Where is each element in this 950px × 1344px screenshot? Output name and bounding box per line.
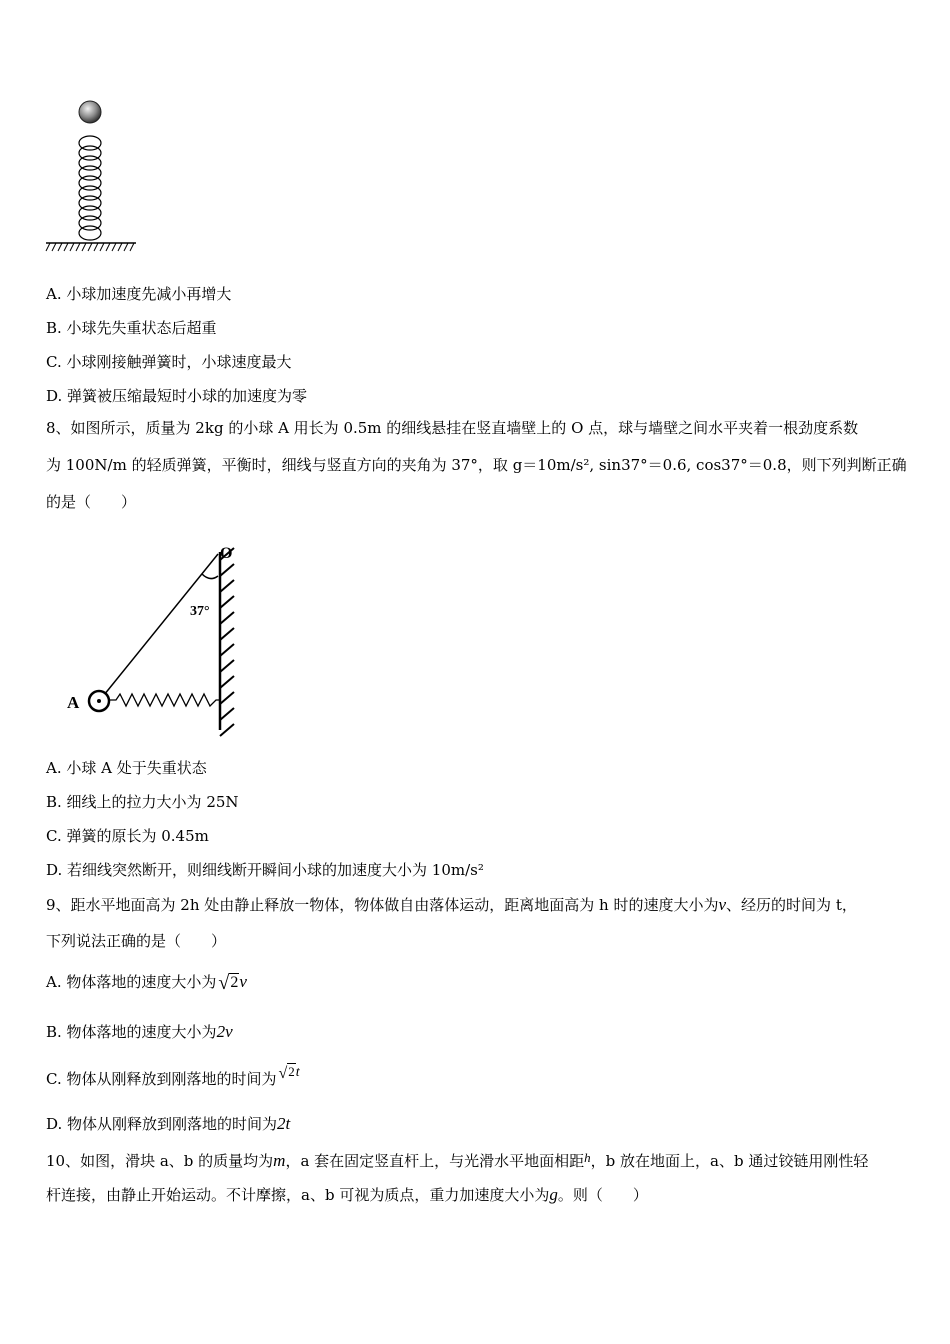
q7-option-c: C. 小球刚接触弹簧时，小球速度最大 xyxy=(46,353,292,371)
q10-stem-line1: 10、如图，滑块 a、b 的质量均为m，a 套在固定竖直杆上，与光滑水平地面相距h，b 放在地面上，a、b 通过铰链用刚性轻 xyxy=(46,1150,869,1170)
spring xyxy=(79,136,101,240)
var-v: v xyxy=(718,895,727,914)
sqrt-expression: √2t xyxy=(278,1064,300,1082)
q7-option-d: D. 弹簧被压缩最短时小球的加速度为零 xyxy=(46,387,308,405)
label-a: A xyxy=(67,693,80,712)
q9-option-b: B. 物体落地的速度大小为2v xyxy=(46,1022,233,1041)
q10-stem-line2: 杆连接，由静止开始运动。不计摩擦，a、b 可视为质点，重力加速度大小为g。则（ ） xyxy=(46,1185,648,1204)
string xyxy=(104,554,218,695)
q9-stem-line2: 下列说法正确的是（ ） xyxy=(46,932,227,950)
var-h: h xyxy=(584,1150,591,1165)
q8-option-b: B. 细线上的拉力大小为 25N xyxy=(46,793,239,811)
q7-option-b: B. 小球先失重状态后超重 xyxy=(46,319,217,337)
angle-arc xyxy=(202,574,218,579)
sqrt-expression: √2v xyxy=(218,972,247,994)
q9-option-a: A. 物体落地的速度大小为 √2v xyxy=(46,972,247,994)
q9-option-d: D. 物体从刚释放到刚落地的时间为2t xyxy=(46,1114,291,1133)
ball-spring-figure xyxy=(40,95,160,255)
wall-ball-figure xyxy=(60,540,260,740)
spring xyxy=(110,694,220,706)
ball xyxy=(79,101,101,123)
var-g: g xyxy=(549,1185,558,1204)
q9-option-c: C. 物体从刚释放到刚落地的时间为 √2t xyxy=(46,1064,300,1088)
q8-stem-line1: 8、如图所示，质量为 2kg 的小球 A 用长为 0.5m 的细线悬挂在竖直墙壁上的 O 点，球与墙壁之间水平夹着一根劲度系数 xyxy=(46,419,859,437)
q8-option-d: D. 若细线突然断开，则细线断开瞬间小球的加速度大小为 10m/s² xyxy=(46,861,484,879)
q8-option-a: A. 小球 A 处于失重状态 xyxy=(46,759,207,777)
label-o: O xyxy=(220,545,233,562)
angle-label: 37° xyxy=(190,604,210,619)
q8-stem-line2: 为 100N/m 的轻质弹簧，平衡时，细线与竖直方向的夹角为 37°，取 g＝10m/s², sin37°＝0.6, cos37°＝0.8，则下列判断正确 xyxy=(46,456,907,474)
q8-option-c: C. 弹簧的原长为 0.45m xyxy=(46,827,209,845)
var-m: m xyxy=(273,1151,286,1170)
q7-option-a: A. 小球加速度先减小再增大 xyxy=(46,285,232,303)
q9-stem-line1: 9、距水平地面高为 2h 处由静止释放一物体，物体做自由落体运动，距离地面高为 h 时的速度大小为v、经历的时间为 t， xyxy=(46,895,857,914)
q8-stem-line3: 的是（ ） xyxy=(46,493,137,511)
